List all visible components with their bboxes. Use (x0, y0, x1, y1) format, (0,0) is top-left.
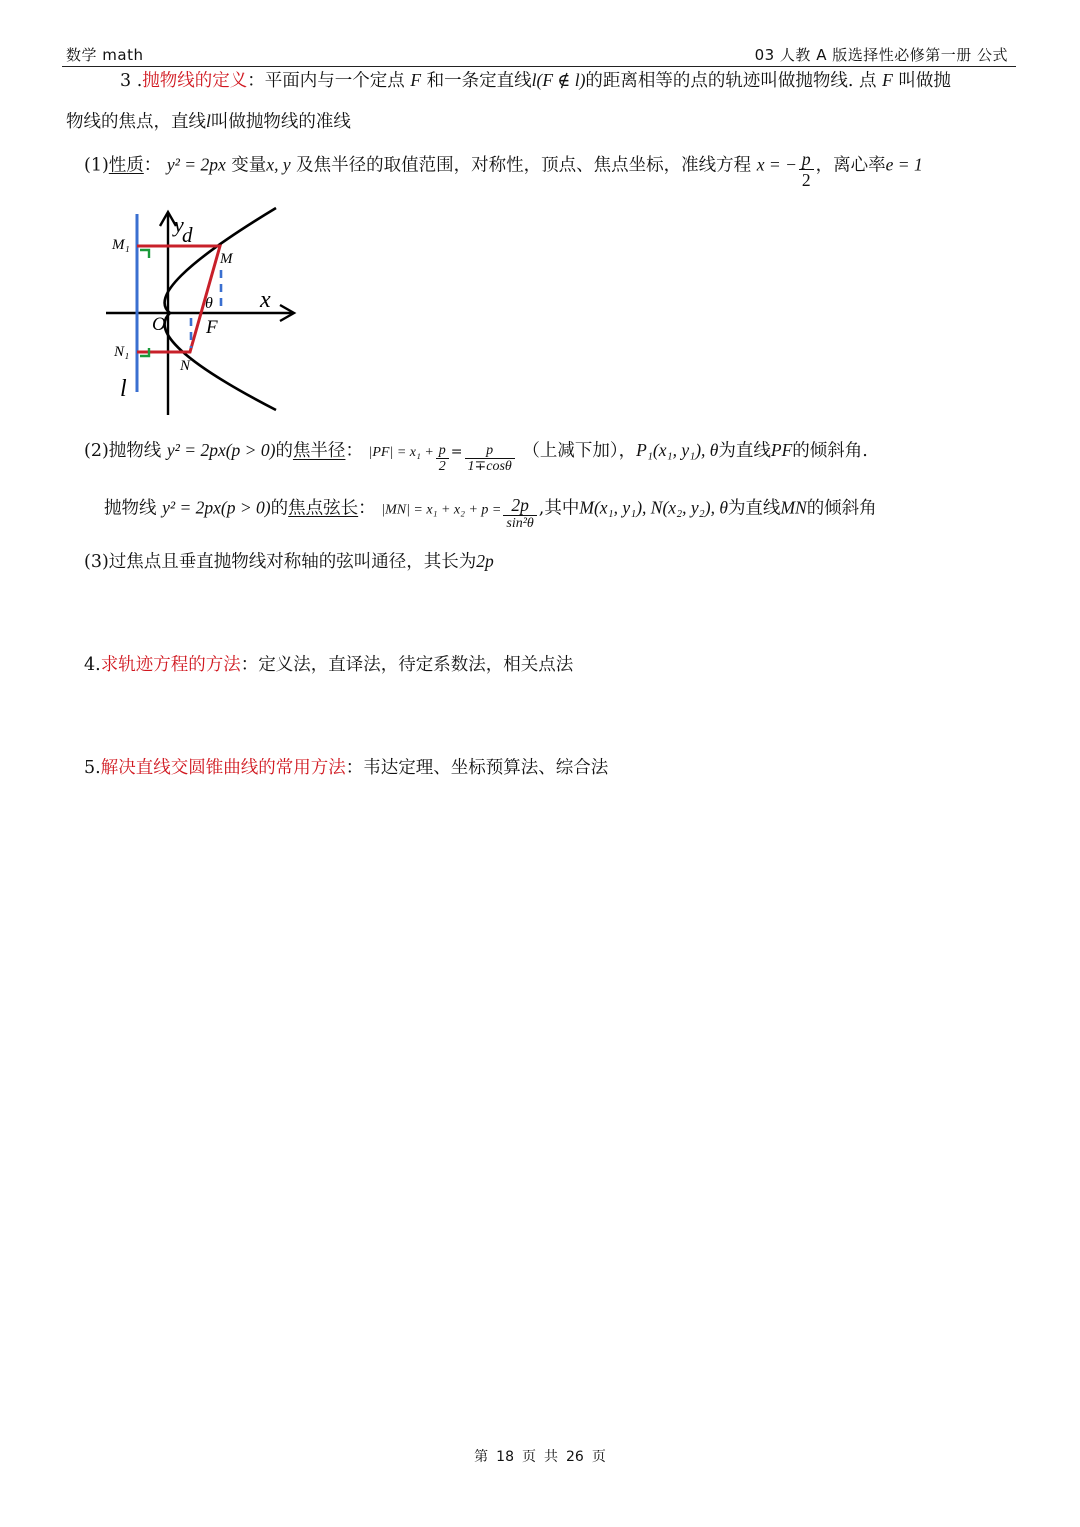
section-3-text1: 平面内与一个定点 (264, 71, 405, 91)
footer-word: 页 (522, 1449, 536, 1465)
header-subject: 数学 math (66, 46, 144, 64)
footer-word: 第 (474, 1449, 489, 1465)
point-F: F (410, 70, 422, 90)
equals-sign: = (450, 444, 463, 460)
fraction-numerator: p (799, 150, 814, 170)
section-5-line (84, 758, 608, 779)
fraction-numerator: 2p (503, 496, 536, 516)
focal-radius-title: 焦半径 (292, 441, 346, 461)
parabola-figure (100, 200, 310, 420)
section-3-line-1 (120, 70, 951, 92)
header-book-title: 03 人教 A 版选择性必修第一册 公式 (754, 46, 1008, 64)
colon: ： (345, 441, 363, 461)
focal-chord-label: 抛物线 (104, 498, 157, 519)
property-label: (1) (84, 155, 109, 176)
property-line (84, 150, 923, 190)
section-3-text3: 的距离相等的点的轨迹叫做抛物线. 点 (585, 71, 877, 91)
label-N1: N₁ (114, 344, 130, 360)
line-MN: MN (780, 497, 807, 518)
section-4-number: 4. (84, 655, 101, 675)
colon: ： (143, 155, 162, 176)
eccentricity: e = 1 (885, 154, 923, 175)
section-5-number: 5. (84, 758, 101, 778)
variables-xy: x, y (266, 154, 291, 175)
section-4-line (84, 655, 573, 676)
fraction-denominator: 2 (438, 459, 446, 474)
fraction-denominator: 2 (801, 170, 811, 191)
label-x: x (260, 287, 271, 313)
label-y: y (174, 212, 184, 237)
focal-radius-lhs: |PF| = x₁ + (368, 445, 434, 460)
label-M1: M₁ (112, 237, 130, 253)
property-title: 性质 (108, 155, 144, 176)
colon: ： (345, 758, 364, 778)
label-N: N (180, 358, 191, 374)
section-5-text: 韦达定理、坐标预算法、综合法 (363, 758, 609, 778)
latus-rectum-value: 2p (476, 551, 494, 571)
focal-chord-text2: 为直线 (727, 498, 781, 519)
header-divider (62, 66, 1016, 67)
label-theta: θ (205, 295, 213, 312)
latus-rectum-text: (3)过焦点且垂直抛物线对称轴的弦叫通径，其长为 (84, 552, 477, 572)
label-O: O (152, 314, 166, 335)
directrix-lhs: x = − (756, 154, 797, 175)
line-l: l (206, 111, 211, 131)
condition: l(F ∉ l) (531, 70, 586, 90)
focal-chord-equation: y² = 2px(p > 0) (162, 497, 271, 518)
section-5-title: 解决直线交圆锥曲线的常用方法 (100, 758, 346, 778)
section-4-text: 定义法，直译法，待定系数法，相关点法 (258, 655, 574, 675)
section-3-line-2 (66, 111, 351, 133)
focal-radius-equation: y² = 2px(p > 0) (166, 440, 276, 460)
section-3-text4: 叫做抛 (898, 71, 951, 91)
focal-radius-frac1 (436, 443, 449, 475)
line-PF: PF (770, 440, 793, 460)
fraction-numerator: p (465, 443, 515, 459)
label-M: M (220, 251, 233, 267)
latus-rectum-line (84, 551, 494, 573)
colon: ： (358, 498, 376, 519)
section-3-title: 抛物线的定义 (142, 71, 248, 91)
colon: ： (247, 71, 265, 91)
fraction-denominator: sin²θ (506, 516, 534, 532)
focal-radius-note: （上减下加）， (522, 441, 637, 461)
label-l: l (120, 376, 127, 402)
section-3-number: 3 . (120, 71, 143, 91)
focal-radius-label: (2)抛物线 (84, 441, 162, 461)
point-P1: P₁(x₁, y₁), θ (636, 440, 719, 460)
label-F: F (206, 317, 218, 338)
label-d: d (182, 223, 193, 247)
fraction-denominator: 1∓cosθ (467, 459, 512, 474)
section-3-line2a: 物线的焦点，直线 (66, 112, 206, 132)
focal-chord-lhs: |MN| = x₁ + x₂ + p = (381, 502, 502, 518)
points-MN: M(x₁, y₁), N(x₂, y₂), θ (579, 497, 728, 518)
focal-radius-text: 为直线 (718, 441, 771, 461)
total-pages: 26 (566, 1449, 584, 1465)
focal-chord-line (104, 496, 877, 532)
focal-chord-title: 焦点弦长 (288, 498, 359, 519)
section-4-title: 求轨迹方程的方法 (100, 655, 241, 675)
colon: ： (240, 655, 259, 675)
section-3-text2: 和一条定直线 (426, 71, 532, 91)
focal-radius-text2: 的倾斜角. (792, 441, 868, 461)
focal-chord-text: ,其中 (538, 498, 580, 519)
footer-word: 共 (544, 1449, 558, 1465)
de: 的 (275, 441, 293, 461)
fraction-numerator: p (436, 443, 449, 459)
focal-radius-line (84, 440, 868, 475)
page-footer (0, 1446, 1080, 1466)
parabola-equation: y² = 2px (166, 154, 226, 175)
focal-radius-frac2 (465, 443, 515, 475)
point-F-2: F (882, 70, 893, 90)
section-3-line2b: 叫做抛物线的准线 (210, 112, 351, 132)
right-angle-M1-icon (140, 250, 149, 258)
property-text3: ，离心率 (815, 155, 886, 176)
de: 的 (270, 498, 289, 519)
property-text: 变量 (231, 155, 267, 176)
focal-chord-fraction (503, 496, 536, 532)
property-text2: 及焦半径的取值范围，对称性，顶点、焦点坐标，准线方程 (296, 155, 752, 176)
focal-chord-text3: 的倾斜角 (806, 498, 877, 519)
directrix-fraction (799, 150, 814, 190)
page-number: 18 (496, 1449, 514, 1465)
footer-word: 页 (591, 1449, 606, 1465)
